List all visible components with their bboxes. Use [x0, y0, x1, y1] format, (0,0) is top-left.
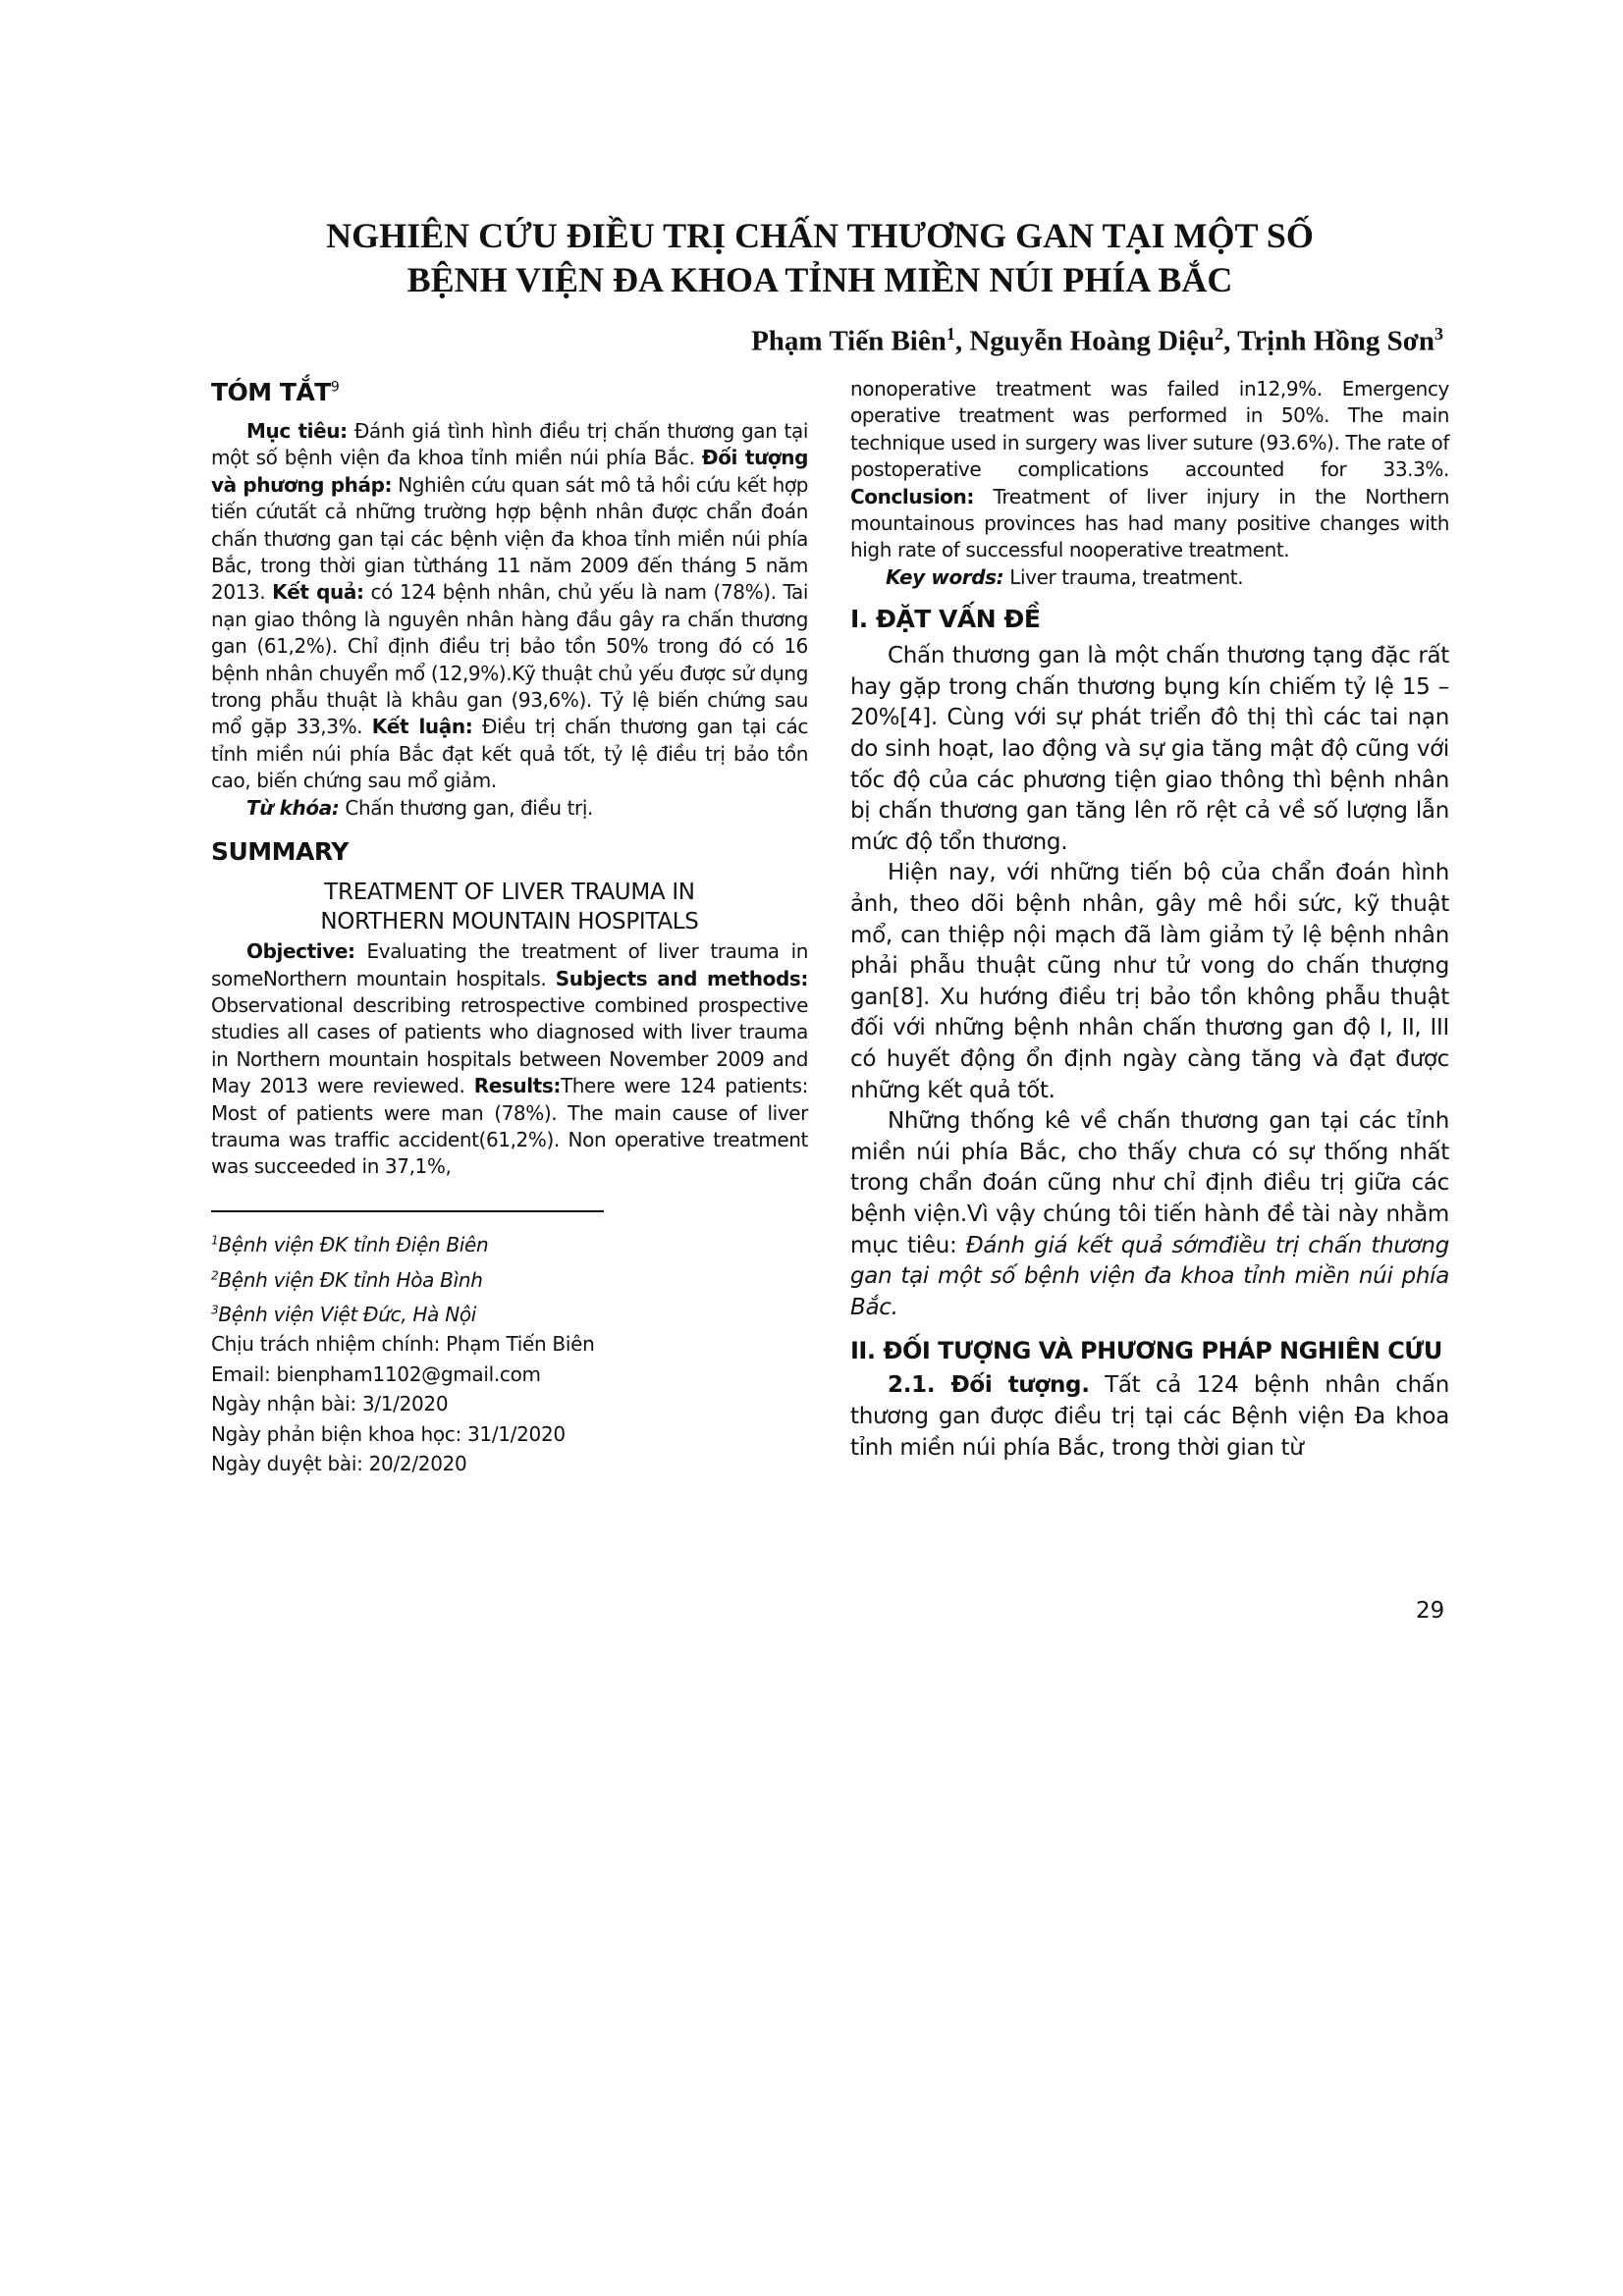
- section-1-body: [850, 641, 1449, 1323]
- conclusion-label: Conclusion:: [850, 484, 974, 508]
- responsible-author: Chịu trách nhiệm chính: Phạm Tiến Biên: [211, 1332, 595, 1357]
- paragraph-objective: Đánh giá kết quả sớmđiều trị chấn thương gan tại một số bệnh viện đa khoa tỉnh miền núi phía Bắc.: [850, 1232, 1450, 1320]
- objective-label: Mục tiêu:: [246, 419, 348, 443]
- abstract-vi-heading: [211, 378, 808, 406]
- results-text-continued: nonoperative treatment was failed in12,9%. Emergency operative treatment was performed in 50%. The main technique used in surgery was liver suture (93.6%). The rate of postoperative complications accounted for 33.3%.: [850, 377, 1449, 482]
- footnote-text: Bệnh viện Việt Đức, Hà Nội: [218, 1302, 477, 1326]
- section-2-heading: II. ĐỐI TƯỢNG VÀ PHƯƠNG PHÁP NGHIÊN CỨU: [850, 1337, 1442, 1365]
- section-2-paragraph: [850, 1370, 1449, 1464]
- heading-mark: 9: [330, 379, 340, 396]
- section-1-paragraph: Hiện nay, với những tiến bộ của chẩn đoán hình ảnh, theo dõi bệnh nhân, gây mê hồi sức, kỹ thuật mổ, can thiệp nội mạch đã làm giảm tỷ lệ bệnh nhân phải phẫu thuật cũng như tử vong do chấn thượng gan[8]. Xu hướng điều trị bảo tồn không phẫu thuật đối với những bệnh nhân chấn thương gan độ I, II, III có huyết động ổn định ngày càng tăng và đạt được những kết quả tốt.: [850, 860, 1449, 1103]
- footnote-text: Bệnh viện ĐK tỉnh Hòa Bình: [218, 1267, 483, 1292]
- author-name: Trịnh Hồng Sơn: [1237, 325, 1434, 357]
- paragraph-text: Những thống kê về chấn thương gan tại các tỉnh miền núi phía Bắc, cho thấy chưa có sự thống nhất trong chẩn đoán cũng như chỉ định điều trị giữa các bệnh viện.Vì vậy chúng tôi tiến hành đề tài này nhằm mục tiêu:: [850, 1108, 1449, 1258]
- footnote-text: Bệnh viện ĐK tỉnh Điện Biên: [218, 1233, 489, 1257]
- summary-title: [211, 878, 808, 936]
- objective-label: Objective:: [246, 939, 355, 964]
- footnote: [211, 1226, 808, 1260]
- keywords-vi: [211, 795, 808, 822]
- results-label: Kết quả:: [272, 580, 364, 605]
- author-separator: ,: [1223, 325, 1238, 357]
- objective-text: Evaluating the treatment of liver trauma in someNorthern mountain hospitals.: [211, 939, 808, 990]
- objective-text: Đánh giá tình hình điều trị chấn thương gan tại một số bệnh viện đa khoa tỉnh miền núi phía Bắc.: [211, 419, 808, 470]
- keywords-en: [850, 564, 1449, 591]
- section-1-paragraph: [850, 1106, 1449, 1323]
- keywords-label: Key words:: [886, 564, 1004, 589]
- conclusion-label: Kết luận:: [371, 715, 473, 739]
- summary-paragraph: [211, 938, 808, 1181]
- summary-title-line-1: TREATMENT OF LIVER TRAUMA IN: [324, 880, 695, 906]
- keywords-text: Liver trauma, treatment.: [1003, 564, 1244, 589]
- abstract-vi-paragraph: [211, 418, 808, 795]
- subsection-label: 2.1. Đối tượng.: [888, 1372, 1090, 1399]
- affiliation-mark: 1: [946, 324, 955, 344]
- footnote-mark: 2: [211, 1267, 219, 1282]
- subsection-text: Tất cả 124 bệnh nhân chấn thương gan được điều trị tại các Bệnh viện Đa khoa tỉnh miền núi phía Bắc, trong thời gian từ: [850, 1372, 1449, 1461]
- page-number: 29: [1416, 1598, 1445, 1624]
- date-received: Ngày nhận bài: 3/1/2020: [211, 1392, 449, 1416]
- right-column: [850, 376, 1449, 1464]
- conclusion-text: Treatment of liver injury in the Northern mountainous provinces has had many positive changes with high rate of successful nooperative treatment.: [850, 484, 1449, 562]
- summary-continued: [850, 376, 1449, 591]
- paper-title: [196, 214, 1443, 302]
- section-1-paragraph: Chấn thương gan là một chấn thương tạng đặc rất hay gặp trong chấn thương bụng kín chiếm tỷ lệ 15 – 20%[4]. Cùng với sự phát triển đô thị thì các tai nạn do sinh hoạt, lao động và sự gia tăng mật độ cũng với tốc độ của các phương tiện giao thông thì bệnh nhân bị chấn thương gan tăng lên rõ rệt cả về số lượng lẫn mức độ tổn thương.: [850, 643, 1449, 855]
- abstract-vi-body: [211, 418, 808, 822]
- author-list: [751, 324, 1443, 358]
- title-line-2: BỆNH VIỆN ĐA KHOA TỈNH MIỀN NÚI PHÍA BẮC: [406, 260, 1233, 299]
- affiliation-mark: 3: [1434, 324, 1443, 344]
- conclusion-text: Điều trị chấn thương gan tại các tỉnh miền núi phía Bắc đạt kết quả tốt, tỷ lệ điều trị bảo tồn cao, biến chứng sau mổ giảm.: [211, 715, 808, 793]
- author-name: Phạm Tiến Biên: [751, 325, 947, 357]
- footnote-mark: 3: [211, 1303, 219, 1317]
- results-text-part: There were 124 patients: Most of patients were man (78%). The main cause of liver trauma was traffic accident(61,2%). Non operative treatment was succeeded in 37,1%,: [211, 1074, 809, 1179]
- footnote-rule: [211, 1210, 604, 1212]
- section-1-heading: I. ĐẶT VẤN ĐỀ: [850, 605, 1041, 634]
- summary-paragraph-continued: [850, 376, 1449, 564]
- methods-text: Nghiên cứu quan sát mô tả hồi cứu kết hợp tiến cứutất cả những trường hợp bệnh nhân được chẩn đoán chấn thương gan tại các bệnh viện đa khoa tỉnh miền núi phía Bắc, trong thời gian từtháng 11 năm 2009 đến tháng 5 năm 2013.: [211, 472, 809, 605]
- summary-title-line-2: NORTHERN MOUNTAIN HOSPITALS: [320, 909, 699, 935]
- summary-heading: SUMMARY: [211, 837, 349, 867]
- author-separator: ,: [954, 325, 970, 357]
- methods-label: Đối tượng và phương pháp:: [211, 446, 809, 497]
- heading-text: TÓM TẮT: [211, 378, 331, 406]
- author-name: Nguyễn Hoàng Diệu: [969, 325, 1216, 357]
- footnote-mark: 1: [211, 1233, 219, 1248]
- summary-body: [211, 938, 808, 1181]
- results-label: Results:: [473, 1074, 561, 1098]
- results-text: có 124 bệnh nhân, chủ yếu là nam (78%). Tai nạn giao thông là nguyên nhân hàng đầu gây ra chấn thương gan (61,2%). Chỉ định điều trị bảo tồn 50% trong đó có 16 bệnh nhân chuyển mổ (12,9%).Kỹ thuật chủ yếu được sử dụng trong phẫu thuật là khâu gan (93,6%). Tỷ lệ biến chứng sau mổ gặp 33,3%.: [211, 580, 808, 739]
- keywords-text: Chấn thương gan, điều trị.: [339, 795, 593, 820]
- left-column: [211, 378, 808, 1479]
- footnote: [211, 1260, 808, 1295]
- title-line-1: NGHIÊN CỨU ĐIỀU TRỊ CHẤN THƯƠNG GAN TẠI MỘT SỐ: [326, 216, 1314, 255]
- section-2-body: [850, 1370, 1449, 1464]
- footnotes: [211, 1226, 808, 1479]
- methods-text: Observational describing retrospective combined prospective studies all cases of patients who diagnosed with liver trauma in Northern mountain hospitals between November 2009 and May 2013 were reviewed.: [211, 992, 808, 1098]
- affiliation-mark: 2: [1215, 324, 1224, 344]
- footnote: [211, 1295, 808, 1329]
- date-reviewed: Ngày phản biện khoa học: 31/1/2020: [211, 1421, 566, 1446]
- email: Email: bienpham1102@gmail.com: [211, 1362, 541, 1386]
- methods-label: Subjects and methods:: [555, 966, 808, 990]
- date-accepted: Ngày duyệt bài: 20/2/2020: [211, 1452, 467, 1476]
- keywords-label: Từ khóa:: [246, 795, 340, 820]
